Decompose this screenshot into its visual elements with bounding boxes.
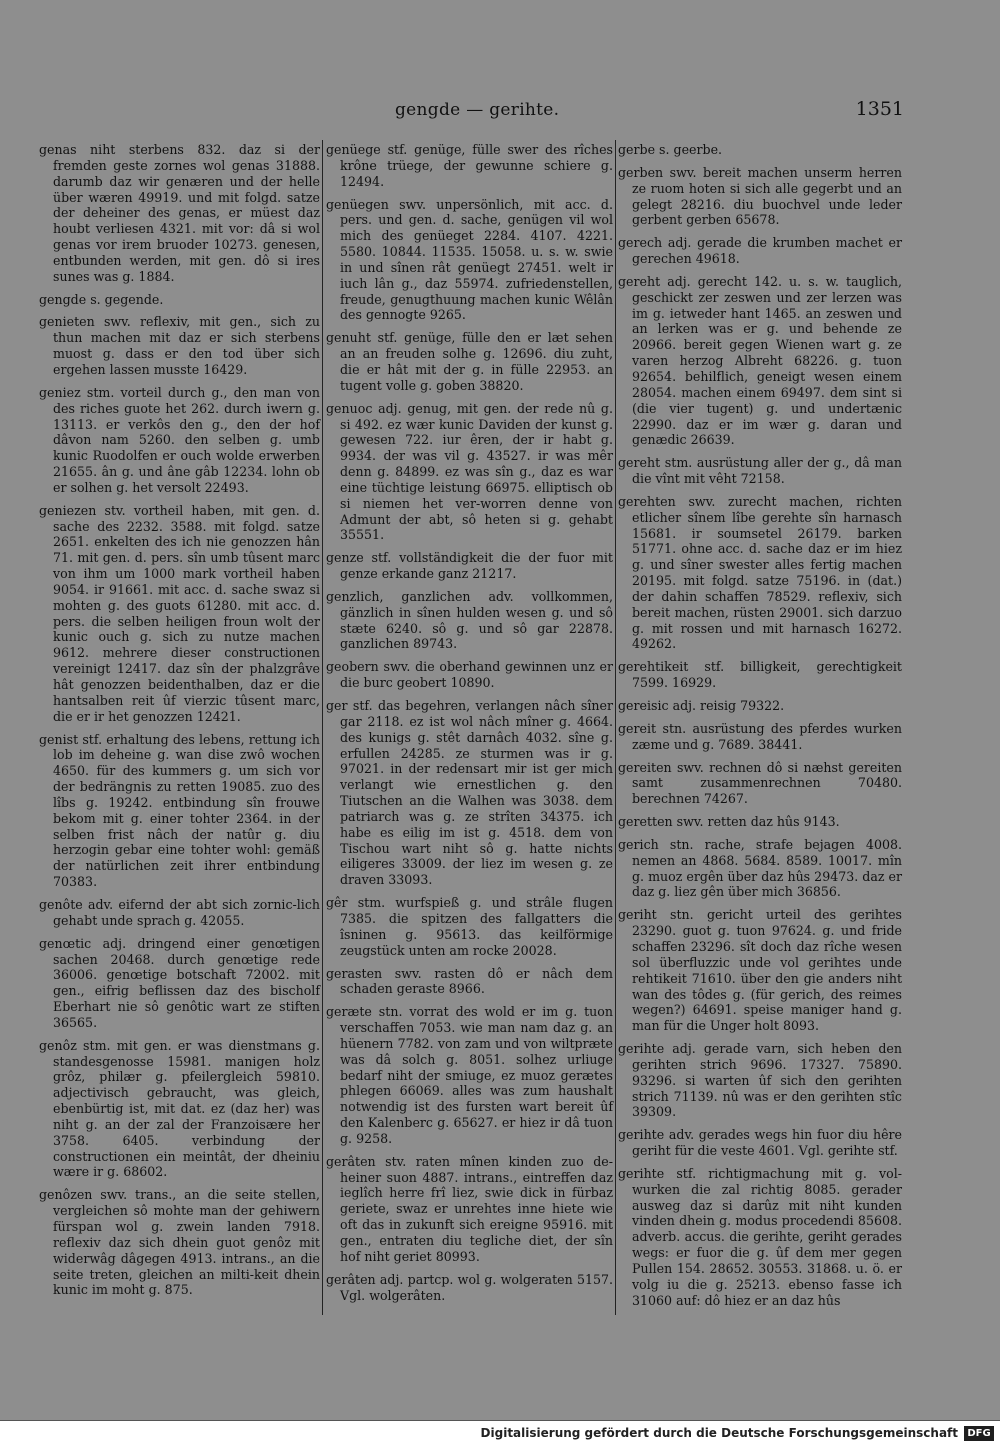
dictionary-entry: gerihte adj. gerade varn, sich heben den gerihten strich 9696. 17327. 75890. 93296. si warten ûf sich den gerihten strich 71139. nû was er den gerihten stîc 39309. — [618, 1041, 902, 1120]
dictionary-entry: genuht stf. genüge, fülle den er læt sehen an an freuden solhe g. 12696. diu zuht, die er hât mit der g. in fülle 22953. an tugent volle g. goben 38820. — [326, 330, 613, 393]
column-divider — [322, 140, 323, 1315]
dictionary-entry: ger stf. das begehren, verlangen nâch sîner gar 2118. ez ist wol nâch mîner g. 4664. des kunigs g. stêt darnâch 4032. sîne g. erfullen 24285. ze sturmen was ir g. 97021. in der redensart mir ist ger mich verlangt wie ernestlichen g. den Tiutschen an die Walhen was 3038. dem patriarch was g. ze strîten 34375. ich habe es eilig im ist g. 4518. dem von Tischou wart niht sô g. hatte nichts eiligeres 33009. der liez im wesen g. ze draven 33093. — [326, 698, 613, 888]
dictionary-entry: gereit stn. ausrüstung des pferdes wurken zæme und g. 7689. 38441. — [618, 720, 902, 752]
column-right — [618, 142, 902, 1316]
column-left — [39, 142, 320, 1305]
dictionary-entry: gerech adj. gerade die krumben machet er gerechen 49618. — [618, 235, 902, 267]
running-title: gengde — gerihte. — [395, 100, 560, 120]
dictionary-entry: genôz stm. mit gen. er was dienstmans g. standesgenosse 15981. manigen holz grôz, philær g. pfeilergleich 59810. adjectivisch gebraucht, was gleich, ebenbürtig ist, mit dat. ez (daz her) was niht g. an der zal der Franzoisære her 3758. 6405. verbindung der constructionen ein meintât, der dheiniu wære ir g. 68602. — [39, 1037, 320, 1180]
dictionary-entry: geriht stn. gericht urteil des gerihtes 23290. guot g. tuon 97624. g. und fride schaffen 23296. sît doch daz rîche wesen sol überfluzzic unde vol gerihtes unde rehtikeit 71610. über den gie anders niht wan des tôdes g. (für gerich, des reimes wegen?) 64691. speise maniger hand g. man für die Unger holt 8093. — [618, 907, 902, 1034]
dfg-logo: DFG — [964, 1426, 994, 1441]
dictionary-entry: gerasten swv. rasten dô er nâch dem schaden geraste 8966. — [326, 965, 613, 997]
dictionary-entry: gerehtikeit stf. billigkeit, gerechtigkeit 7599. 16929. — [618, 659, 902, 691]
dictionary-entry: geobern swv. die oberhand gewinnen unz er die burc geobert 10890. — [326, 659, 613, 691]
dictionary-entry: gerbe s. geerbe. — [618, 142, 723, 157]
dictionary-entry: genüegen swv. unpersönlich, mit acc. d. pers. und gen. d. sache, genügen vil wol mich des genüeget 2284. 4107. 4221. 5580. 10844. 11535. 15058. u. s. w. swie in und sînen rât genüegt 27451. welt ir iuch lân g., daz 55974. zufriedenstellen, freude, genugthuung machen kunic Wêlân des gennogte 9265. — [326, 196, 613, 323]
dictionary-entry: geniez stm. vorteil durch g., den man von des riches guote het 262. durch iwern g. 13113. er verkôs den g., den der hof dâvon nam 5260. den selben g. umb kunic Ruodolfen er ouch wolde erwerben 21655. ân g. und âne gâb 12234. lohn ob er solhen g. het versolt 22493. — [39, 384, 320, 495]
dictionary-entry: genzlich, ganzlichen adv. vollkommen, gänzlich in sînen hulden wesen g. und sô stæte 6240. sô g. und sô gar 22878. ganzlichen 89743. — [326, 588, 613, 652]
dictionary-entry: gerich stn. rache, strafe bejagen 4008. nemen an 4868. 5684. 8589. 10017. mîn g. muoz ergên über daz hûs 29473. daz er daz g. liez gên über mich 36856. — [618, 836, 902, 900]
dictionary-entry: genœtic adj. dringend einer genœtigen sachen 20468. durch genœtige rede 36006. genœtige botschaft 72002. mit gen., eifrig beflissen daz des bischolf Eberhart nie sô genôtic wart ze stiften 36565. — [39, 935, 320, 1030]
page-header — [0, 100, 1000, 126]
dictionary-entry: genôte adv. eifernd der abt sich zornic-lich gehabt unde sprach g. 42055. — [39, 896, 320, 928]
dictionary-entry: gerâten adj. partcp. wol g. wolgeraten 5157. Vgl. wolgerâten. — [326, 1271, 613, 1303]
dictionary-entry: gerihte stf. richtigmachung mit g. vol-wurken die zal richtig 8085. gerader ausweg daz si darûz mit niht kunden vinden dhein g. modus procedendi 85608. adverb. accus. die gerihte, geriht gerades wegs: er fuor die g. ûf dem mer gegen Pullen 154. 28652. 30553. 31868. u. ö. er volg iu die g. 25213. ebenso fasse ich 31060 auf: dô hiez er an daz hûs — [618, 1165, 902, 1308]
dictionary-entry: genüege stf. genüge, fülle swer des rîches krône trüege, der gewunne schiere g. 12494. — [326, 142, 613, 189]
dictionary-entry: genas niht sterbens 832. daz si der fremden geste zornes wol genas 31888. darumb daz wir genæren und der helle über wæren 49919. und mit folgd. satze der deheiner des genas, er müest daz houbt verliesen 4321. mit vor: dâ si wol genas vor irem bruoder 10273. genesen, entbunden werden, mit gen. dô si ires sunes was g. 1884. — [39, 142, 320, 284]
dictionary-entry: gereht stm. ausrüstung aller der g., dâ man die vînt mit vêht 72158. — [618, 455, 902, 487]
dictionary-entry: gerehten swv. zurecht machen, richten etlicher sînem lîbe gerehte sîn harnasch 15681. ir soumsetel 26179. barken 51771. ohne acc. d. sache daz er im hiez g. und sîner swester alles fertig machen 20195. mit folgd. satze 75196. in (dat.) der dahin schaffen 78529. reflexiv, sich bereit machen, rüsten 29001. sich darzuo g. mit rossen und mit harnasch 16272. 49262. — [618, 493, 902, 652]
dictionary-entry: gereht adj. gerecht 142. u. s. w. tauglich, geschickt zer zeswen und zer lerzen was im g. ietweder hant 1465. an zeswen und an lerken was er g. und behende ze 20966. bereit gegen Wienen wart g. ze varen herzog Albreht 68226. g. tuon 92654. behilflich, geneigt wesen einem 28054. machen einem 69497. dem sint si (die vier tugent) g. und undertænic 22990. daz er im wær g. daran und genædic 26639. — [618, 273, 902, 448]
dictionary-entry: gerihte adv. gerades wegs hin fuor diu hêre geriht für die veste 4601. Vgl. gerihte stf. — [618, 1127, 902, 1159]
funding-credit: Digitalisierung gefördert durch die Deutsche Forschungsgemeinschaft — [480, 1426, 958, 1440]
dictionary-entry: genôzen swv. trans., an die seite stellen, vergleichen sô mohte man der gehiwern fürspan wol g. zwein landen 7918. reflexiv daz sich dhein guot genôz mit widerwâg dâgegen 4913. intrans., an die seite treten, gleichen an milti-keit dhein kunic im moht g. 875. — [39, 1187, 320, 1298]
dictionary-entry: genuoc adj. genug, mit gen. der rede nû g. si 492. ez wær kunic Daviden der kunst g. gewesen 722. iur êren, der ir habt g. 9934. der was vil g. 43527. ir was mêr denn g. 84899. ez was sîn g., daz es war eine tüchtige leistung 66975. elliptisch ob si niemen het ver-worren denne von Admunt der abt, sô heten si g. gehabt 35551. — [326, 400, 613, 543]
dictionary-entry: gêr stm. wurfspieß g. und strâle flugen 7385. die spitzen des fallgatters die îsninen g. 95613. das keilförmige zeugstück unten am rocke 20028. — [326, 895, 613, 958]
column-middle — [326, 142, 613, 1310]
page-number: 1351 — [855, 98, 904, 120]
dictionary-entry: gengde s. gegende. — [39, 291, 164, 307]
dictionary-entry: gereiten swv. rechnen dô si næhst gereiten samt zusammenrechnen 70480. berechnen 74267. — [618, 759, 902, 807]
dictionary-entry: genist stf. erhaltung des lebens, rettung ich lob im deheine g. wan dise zwô wochen 4650. für des kummers g. um sich vor der bedrängnis zu retten 19085. zuo des lîbs g. 19242. entbindung sîn frouwe bekom mit g. einer tohter 2364. in der selben frist nâch der natûr g. diu herzogin gebar eine tohter wohl: gemäß der natürlichen zeit ihrer entbindung 70383. — [39, 731, 320, 890]
dictionary-entry: genieten swv. reflexiv, mit gen., sich zu thun machen mit daz er sich sterbens muost g. dass er den tod über sich ergehen lassen musste 16429. — [39, 314, 320, 377]
dictionary-entry: geretten swv. retten daz hûs 9143. — [618, 814, 840, 830]
dictionary-entry: geniezen stv. vortheil haben, mit gen. d. sache des 2232. 3588. mit folgd. satze 2651. enkelten des ich nie genozzen hân 71. mit gen. d. pers. sîn umb tûsent marc von ihm um 1000 mark vortheil haben 9054. ir 91661. mit acc. d. sache swaz si mohten g. des guots 61280. mit acc. d. pers. die selben heiligen froun wolt der kunic ouch g. sich zu nutze machen 9612. mehrere dieser constructionen vereinigt 12417. daz sîn der phalzgrâve hât genozzen beidenthalben, daz er die hantsalben reit ûf vierzic tûsent marc, die er ir het genozzen 12421. — [39, 502, 320, 724]
column-divider — [615, 140, 616, 1315]
dictionary-entry: gereisic adj. reisig 79322. — [618, 698, 785, 713]
dictionary-entry: genze stf. vollständigkeit die der fuor mit genze erkande ganz 21217. — [326, 550, 613, 582]
dictionary-entry: gerâten stv. raten mînen kinden zuo de-heiner suon 4887. intrans., eintreffen daz ieglîch herre frî liez, swie dick in fürbaz geriete, swaz er unrehtes inne hiete wie oft das in zukunft sich ereigne 95916. mit gen., entraten diu tegliche diet, der sîn hof niht geriet 80993. — [326, 1153, 613, 1264]
dictionary-entry: geræte stn. vorrat des wold er im g. tuon verschaffen 7053. wie man nam daz g. an hüenern 7782. von zam und von wiltpræte was dâ solch g. 8051. solhez urliuge bedarf niht der smiuge, ez muoz gerætes phlegen 66069. alles was zum haushalt notwendig ist des fursten wart bereit ûf den Kalenberc g. 65627. er hiez ir dâ tuon g. 9258. — [326, 1004, 613, 1146]
dictionary-entry: gerben swv. bereit machen unserm herren ze ruom hoten si sich alle gegerbt und an gelegt 28216. diu buochvel unde leder gerbent gerben 65678. — [618, 164, 902, 228]
footer-bar — [0, 1420, 1000, 1447]
